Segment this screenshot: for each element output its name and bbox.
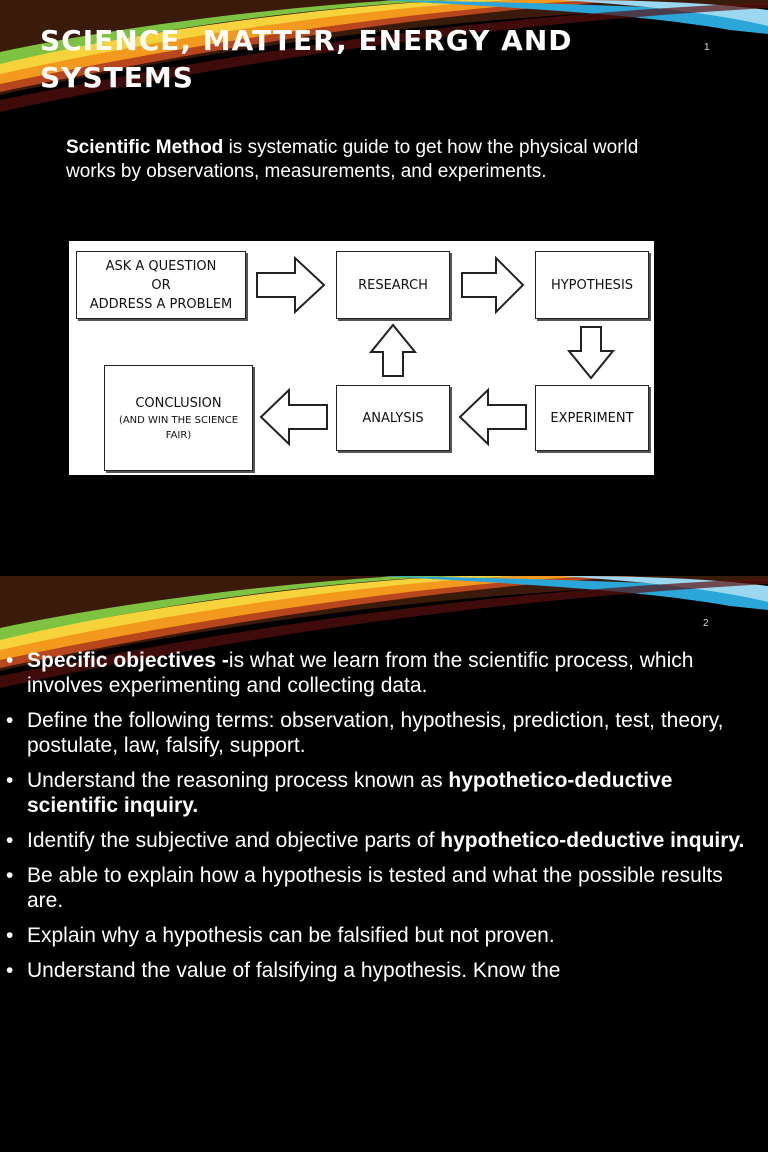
bullet-bold-lead: Specific objectives - [27,649,229,672]
research-label: RESEARCH [358,277,428,293]
list-item [0,648,768,698]
up-arrow-icon [369,323,417,379]
bullet-bold-term: hypothetico-deductive scientific inquiry. [27,769,673,817]
scientific-method-flowchart [69,241,654,475]
analysis-label: ANALYSIS [362,410,424,426]
hypothesis-label: HYPOTHESIS [550,277,634,293]
list-item [0,708,768,758]
analysis-box [336,385,450,451]
left-arrow-icon [259,387,329,447]
slide-2 [0,576,768,1152]
bullet-icon: • [6,959,14,982]
conclusion-sub-line1: (AND WIN THE SCIENCE [118,414,239,426]
experiment-box [535,385,649,451]
conclusion-label: CONCLUSION [135,395,222,411]
bullet-text: Explain why a hypothesis can be falsified but not proven. [27,924,555,947]
bullet-text: Identify the subjective and objective parts of [27,829,441,852]
list-item [0,863,768,913]
ask-question-box [76,251,246,319]
bullet-icon: • [6,924,14,947]
bullet-icon: • [6,769,14,792]
experiment-label: EXPERIMENT [550,410,634,426]
hypothesis-box [535,251,649,319]
objectives-list [0,648,768,993]
ask-or-line: OR [151,277,171,293]
bullet-bold-term: hypothetico-deductive inquiry. [440,829,745,852]
slide-number: 2 [703,618,709,629]
slide-title: SCIENCE, MATTER, ENERGY AND SYSTEMS [40,24,573,94]
bullet-text: is what we learn from the scientific process, which involves experimenting and collecting data. [27,649,694,697]
bullet-icon: • [6,829,14,852]
left-arrow-icon [458,387,528,447]
down-arrow-icon [567,325,615,381]
intro-term: Scientific Method [66,137,224,158]
bullet-icon: • [6,649,14,672]
bullet-text: Understand the reasoning process known as [27,769,449,792]
intro-definition: is systematic guide to get how the physical world works by observations, measurements, and experiments. [66,137,639,182]
bullet-text: Be able to explain how a hypothesis is tested and what the possible results are. [27,864,723,912]
ask-problem-line: ADDRESS A PROBLEM [89,296,233,312]
list-item [0,958,768,983]
slide-number: 1 [704,42,710,53]
list-item [0,768,768,818]
conclusion-box [104,365,253,471]
ask-question-line: ASK A QUESTION [105,258,217,274]
conclusion-sub-line2: FAIR) [165,429,192,441]
right-arrow-icon [460,255,526,315]
bullet-text: Understand the value of falsifying a hypothesis. Know the [27,959,561,982]
intro-paragraph [66,136,686,184]
list-item [0,923,768,948]
list-item [0,828,768,853]
bullet-icon: • [6,864,14,887]
research-box [336,251,450,319]
bullet-icon: • [6,709,14,732]
right-arrow-icon [255,255,327,315]
bullet-text: Define the following terms: observation, hypothesis, prediction, test, theory, postulate, law, falsify, support. [27,709,724,757]
